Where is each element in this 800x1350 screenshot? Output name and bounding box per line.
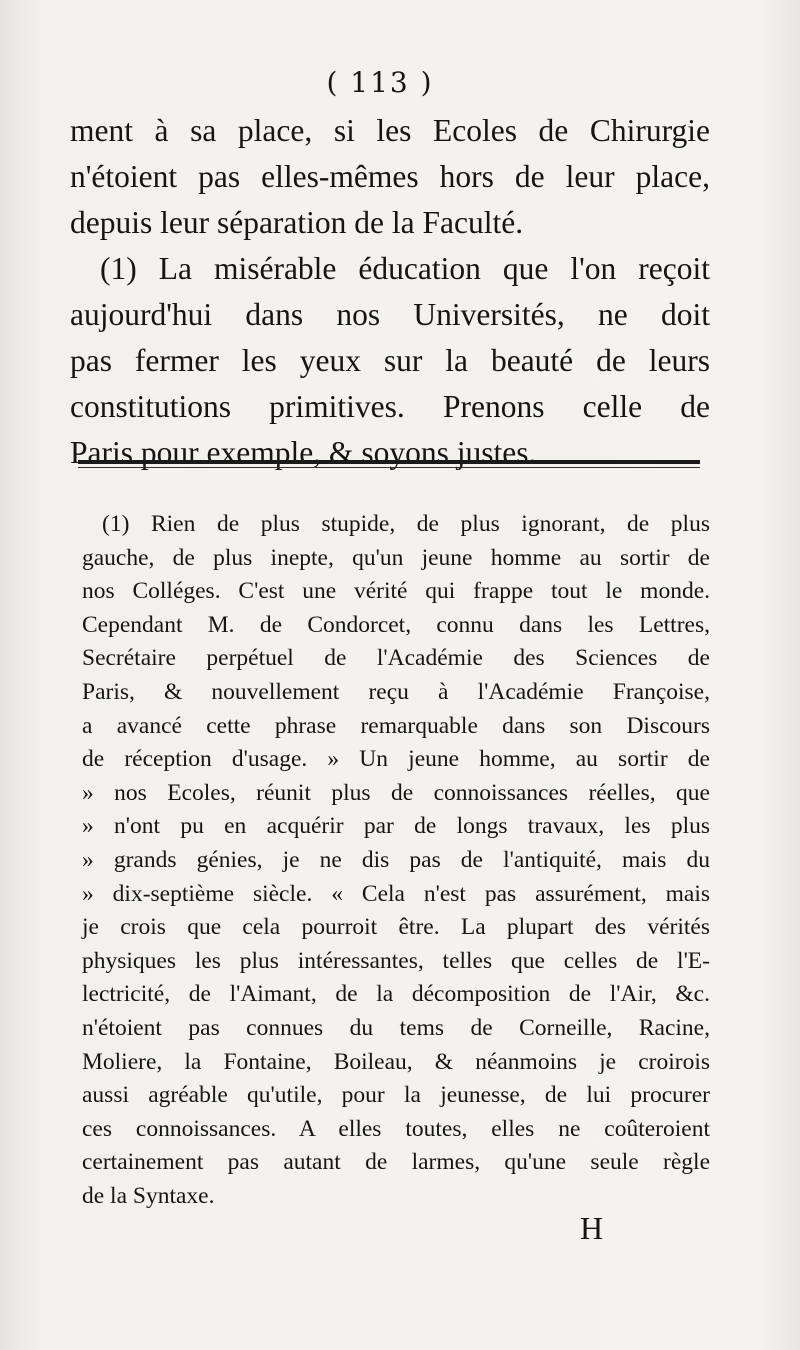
footnote-line: ces connoissances. A elles toutes, elles ne coûteroient (82, 1115, 710, 1142)
footnote-line: » nos Ecoles, réunit plus de connoissances réelles, que (82, 779, 710, 806)
main-line: n'étoient pas elles-mêmes hors de leur place, (70, 159, 710, 194)
separator-rule (78, 460, 700, 464)
footnote-line: je crois que cela pourroit être. La plupart des vérités (82, 914, 710, 941)
footnote-line: » n'ont pu en acquérir par de longs travaux, les plus (82, 813, 710, 840)
footnote-line: Moliere, la Fontaine, Boileau, & néanmoins je croirois (82, 1048, 710, 1075)
footnote-line: a avancé cette phrase remarquable dans son Discours (82, 712, 710, 739)
footnote-line: de la Syntaxe. (82, 1182, 215, 1209)
footnote-line: » dix-septième siècle. « Cela n'est pas assurément, mais (82, 880, 710, 907)
footnote-line: nos Colléges. C'est une vérité qui frappe tout le monde. (82, 578, 710, 605)
page-number: ( 113 ) (326, 66, 434, 99)
footnote-line: physiques les plus intéressantes, telles que celles de l'E- (82, 947, 710, 974)
footnote-line: certainement pas autant de larmes, qu'une seule règle (82, 1149, 710, 1176)
footnote-line: » grands génies, je ne dis pas de l'antiquité, mais du (82, 846, 710, 873)
main-text (70, 108, 710, 476)
main-line: constitutions primitives. Prenons celle de (70, 389, 710, 424)
footnote-line: Paris, & nouvellement reçu à l'Académie Françoise, (82, 678, 710, 705)
main-line: ment à sa place, si les Ecoles de Chirurgie (70, 113, 710, 148)
footnote-line: Cependant M. de Condorcet, connu dans les Lettres, (82, 611, 710, 638)
main-line: Paris pour exemple, & soyons justes. (70, 435, 537, 470)
signature-mark: H (580, 1210, 604, 1246)
footnote-line: aussi agréable qu'utile, pour la jeunesse, de lui procurer (82, 1082, 710, 1109)
footnote-line: de réception d'usage. » Un jeune homme, au sortir de (82, 746, 710, 773)
main-line: (1) La misérable éducation que l'on reçoit (100, 251, 710, 286)
footnote-line: (1) Rien de plus stupide, de plus ignorant, de plus (102, 511, 710, 537)
footnote (82, 508, 710, 1213)
main-line: depuis leur séparation de la Faculté. (70, 205, 524, 240)
footnote-line: n'étoient pas connues du tems de Corneille, Racine, (82, 1014, 710, 1041)
separator-rule-thin (78, 467, 700, 468)
main-line: pas fermer les yeux sur la beauté de leurs (70, 343, 710, 378)
main-line: aujourd'hui dans nos Universités, ne doit (70, 297, 710, 332)
footnote-line: gauche, de plus inepte, qu'un jeune homme au sortir de (82, 544, 710, 571)
footnote-line: lectricité, de l'Aimant, de la décomposition de l'Air, &c. (82, 981, 710, 1008)
footnote-line: Secrétaire perpétuel de l'Académie des Sciences de (82, 645, 710, 672)
